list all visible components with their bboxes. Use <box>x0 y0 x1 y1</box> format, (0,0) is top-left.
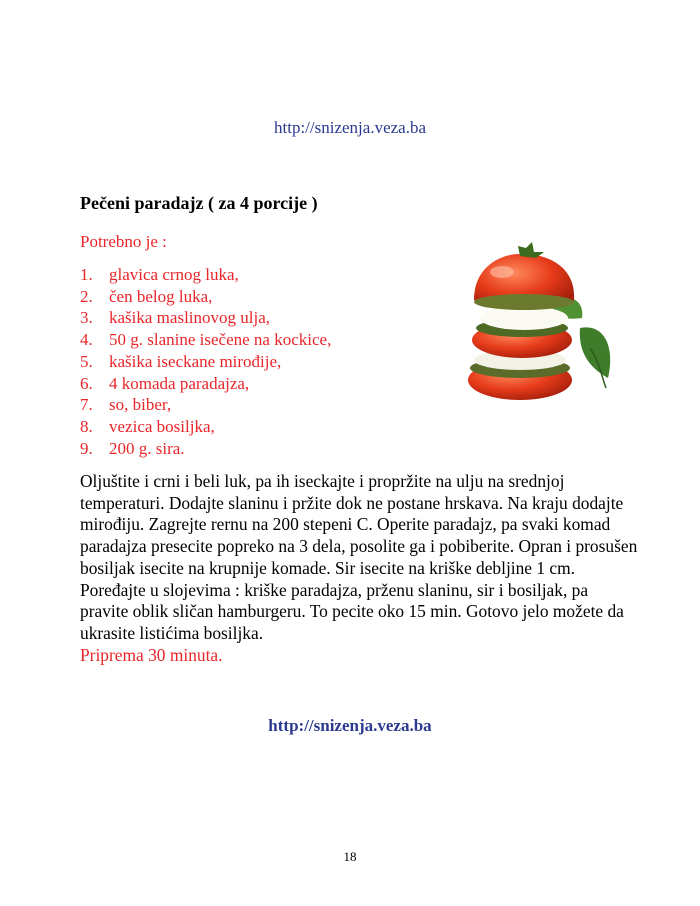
ingredient-text: 50 g. slanine isečene na kockice, <box>109 330 332 350</box>
ingredient-item <box>80 394 331 416</box>
ingredients-list <box>80 264 331 459</box>
ingredient-item <box>80 264 331 286</box>
ingredient-text: glavica crnog luka, <box>109 265 239 284</box>
header-link[interactable]: http://snizenja.veza.ba <box>274 118 426 137</box>
stuffed-tomato-image <box>440 228 620 414</box>
footer-link[interactable]: http://snizenja.veza.ba <box>268 716 432 735</box>
ingredients-heading: Potrebno je : <box>80 232 167 251</box>
ingredient-number: 6. <box>80 373 93 393</box>
recipe-title: Pečeni paradajz ( za 4 porcije ) <box>80 193 318 213</box>
ingredient-number: 8. <box>80 416 93 436</box>
ingredient-text: kašika iseckane mirođije, <box>109 351 282 371</box>
ingredient-number: 5. <box>80 351 93 371</box>
prep-time: Priprema 30 minuta. <box>80 644 223 665</box>
ingredient-number: 7. <box>80 395 93 415</box>
ingredient-item <box>80 307 331 329</box>
ingredient-text: 200 g. sira. <box>109 438 185 458</box>
ingredient-item <box>80 351 331 373</box>
ingredient-text: kašika maslinovog ulja, <box>109 308 271 328</box>
ingredient-number: 2. <box>80 286 93 306</box>
ingredient-item <box>80 373 331 395</box>
ingredient-text: 4 komada paradajza, <box>109 373 250 393</box>
instructions-paragraph <box>80 471 640 666</box>
ingredient-number: 3. <box>80 308 93 328</box>
ingredient-item <box>80 329 331 351</box>
ingredient-number: 1. <box>80 265 93 284</box>
ingredient-number: 9. <box>80 438 93 458</box>
instructions-text: Oljuštite i crni i beli luk, pa ih iseckajte i propržite na ulju na srednjoj temperaturi. Dodajte slaninu i pržite dok ne postane hrskava. Na kraju dodajte mirođiju. Zagrejte rernu na 200 stepeni C. Operite paradajz, pa svaki komad paradajza presecite popreko na 3 dela, posolite ga i pobiberite. Opran i prosušen bosiljak isecite na krupnije komade. Sir isecite na kriške debljine 1 cm. Poređajte u slojevima : kriške paradajza, prženu slaninu, sir i bosiljak, pa pravite oblik sličan hamburgeru. To pecite oko 15 min. Gotovo jelo možete da ukrasite listićima bosiljka. <box>80 471 638 643</box>
ingredient-item <box>80 286 331 308</box>
ingredient-text: so, biber, <box>109 395 172 415</box>
ingredient-item <box>80 416 331 438</box>
ingredient-number: 4. <box>80 330 93 350</box>
page-number: 18 <box>343 849 357 864</box>
ingredient-text: vezica bosiljka, <box>109 416 215 436</box>
ingredient-text: čen belog luka, <box>109 286 213 306</box>
ingredient-item <box>80 438 331 460</box>
